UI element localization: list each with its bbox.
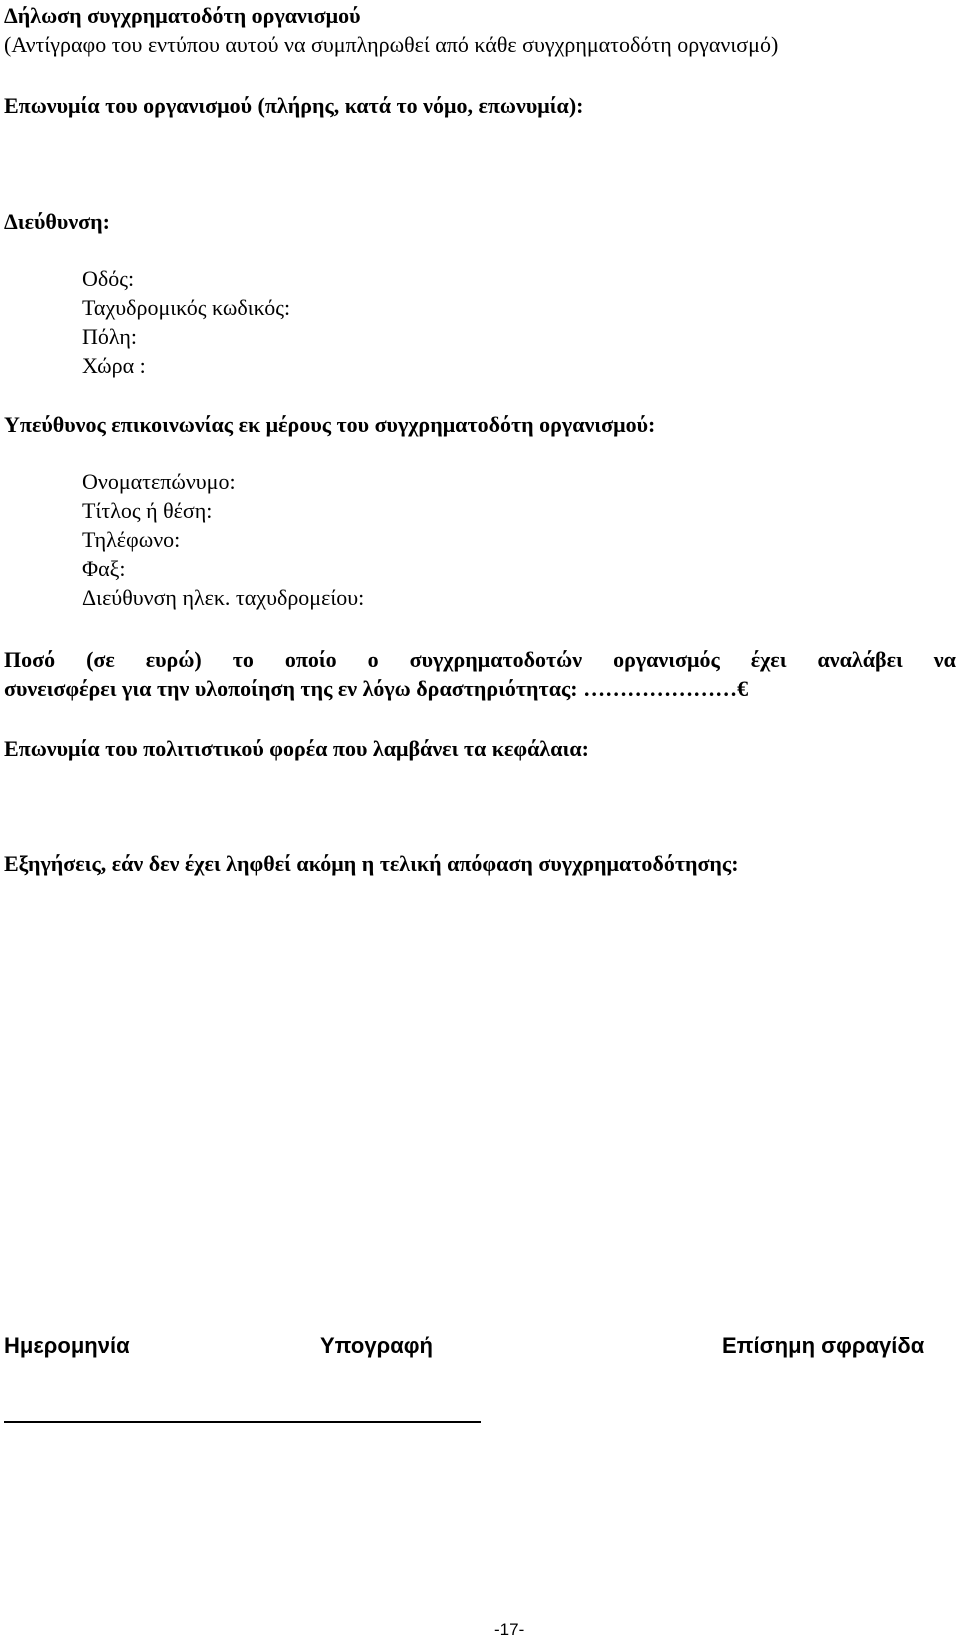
position-title-label: Τίτλος ή θέση:: [82, 498, 213, 523]
document-title: Δήλωση συγχρηματοδότη οργανισμού: [4, 3, 361, 28]
amount-word: ο: [367, 647, 379, 672]
amount-word: αναλάβει: [817, 647, 903, 672]
amount-word: Ποσό: [4, 647, 56, 672]
signature-label: Υπογραφή: [320, 1333, 433, 1358]
postal-code-label: Ταχυδρομικός κωδικός:: [82, 295, 291, 320]
amount-word: οργανισμός: [613, 647, 720, 672]
beneficiary-label: Επωνυμία του πολιτιστικού φορέα που λαμβάνει τα κεφάλαια:: [4, 736, 589, 761]
email-label: Διεύθυνση ηλεκ. ταχυδρομείου:: [82, 585, 365, 610]
country-label: Χώρα :: [82, 353, 146, 378]
full-name-label: Ονοματεπώνυμο:: [82, 469, 236, 494]
amount-word: να: [933, 647, 956, 672]
phone-label: Τηλέφωνο:: [82, 527, 181, 552]
document-subtitle: (Αντίγραφο του εντύπου αυτού να συμπληρωθεί από κάθε συγχρηματοδότη οργανισμό): [4, 32, 779, 57]
city-label: Πόλη:: [82, 324, 137, 349]
official-seal-label: Επίσημη σφραγίδα: [722, 1333, 925, 1358]
amount-word: έχει: [750, 647, 787, 672]
amount-paragraph-line-1: [4, 649, 956, 671]
amount-paragraph-line-2: συνεισφέρει για την υλοποίηση της εν λόγω δραστηριότητας: …………………€: [4, 676, 749, 701]
amount-word: συγχρηματοδοτών: [409, 647, 583, 672]
signature-line: [4, 1421, 481, 1423]
contact-heading: Υπεύθυνος επικοινωνίας εκ μέρους του συγχρηματοδότη οργανισμού:: [4, 412, 656, 437]
organization-name-label: Επωνυμία του οργανισμού (πλήρης, κατά το νόμο, επωνυμία):: [4, 93, 584, 118]
address-heading: Διεύθυνση:: [4, 209, 110, 234]
street-label: Οδός:: [82, 266, 135, 291]
fax-label: Φαξ:: [82, 556, 126, 581]
explanation-label: Εξηγήσεις, εάν δεν έχει ληφθεί ακόμη η τελική απόφαση συγχρηματοδότησης:: [4, 851, 739, 876]
amount-word: το: [232, 647, 254, 672]
amount-word: ευρώ): [145, 647, 202, 672]
date-label: Ημερομηνία: [4, 1333, 130, 1358]
amount-word: (σε: [86, 647, 115, 672]
page-number: -17-: [494, 1620, 525, 1639]
amount-word: οποίο: [284, 647, 337, 672]
